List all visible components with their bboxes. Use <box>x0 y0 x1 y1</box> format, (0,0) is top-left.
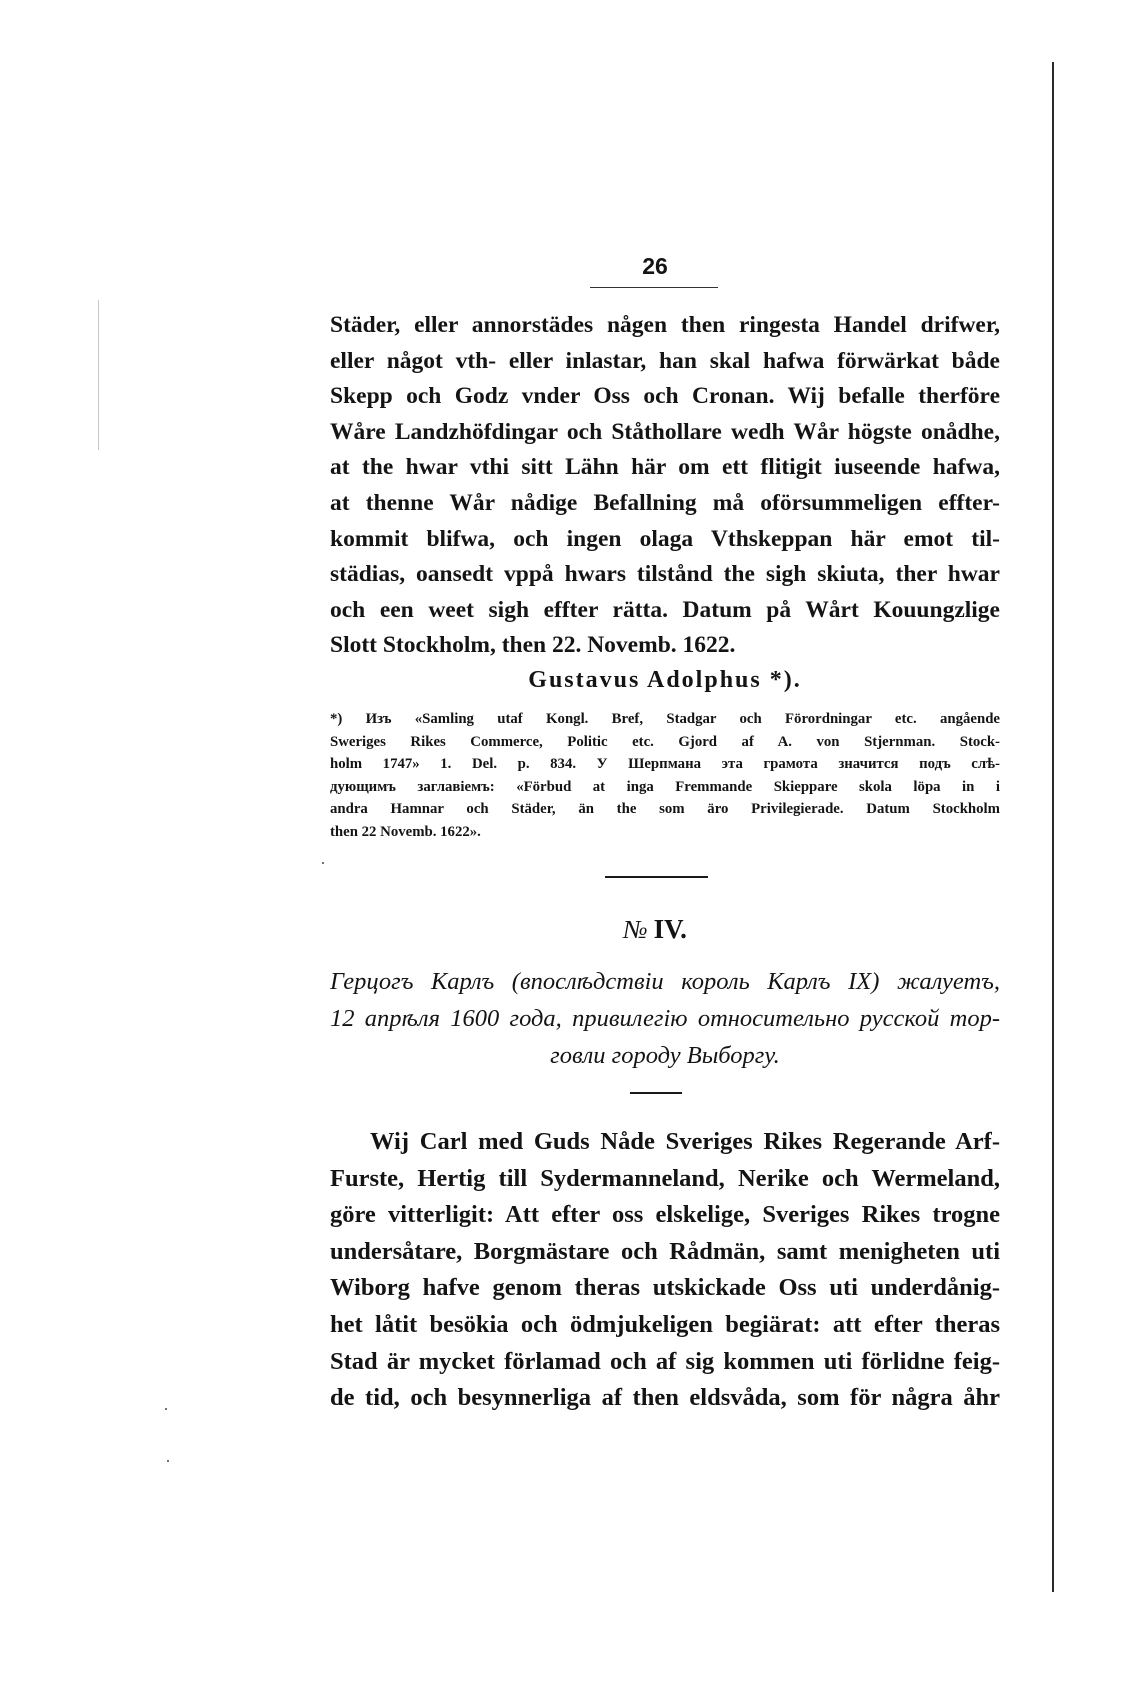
section-divider <box>605 876 708 878</box>
footnote <box>330 708 1000 844</box>
main-text-line: Skepp och Godz vnder Oss och Cronan. Wij befalle therföre <box>330 383 1000 410</box>
page-number-underline <box>590 287 718 288</box>
charter-text-line: de tid, och besynnerliga af then eldsvåda, som för några åhr <box>330 1384 1000 1412</box>
scan-speck <box>322 862 324 864</box>
charter-text-line: het låtit besökia och ödmjukeligen begiärat: att efter theras <box>330 1310 1000 1338</box>
main-text-line: at thenne Wår nådige Befallning må oförsummeligen effter- <box>330 489 1000 516</box>
main-text-line: och een weet sigh effter rätta. Datum på Wårt Kouungzlige <box>330 596 1000 623</box>
scan-speck <box>167 1460 169 1462</box>
document-heading <box>330 963 1000 1074</box>
main-text-line: Wåre Landzhöfdingar och Ståthollare wedh Wår högste onådhe, <box>330 418 1000 445</box>
main-text-paragraph <box>330 308 1000 664</box>
signature: Gustavus Adolphus *). <box>528 667 802 693</box>
heading-line: говли городу Выборгу. <box>550 1042 780 1069</box>
footnote-line: *) Изъ «Samling utaf Kongl. Bref, Stadgar och Förordningar etc. angående <box>330 711 1000 727</box>
main-text-line: Städer, eller annorstädes någen then ringesta Handel drifwer, <box>330 312 1000 338</box>
footnote-line: andra Hamnar och Städer, än the som äro Privilegierade. Datum Stockholm <box>330 801 1000 818</box>
scan-speck <box>165 1408 167 1410</box>
main-text-line: städias, oansedt vppå hwars tilstånd the sigh skiuta, ther hwar <box>330 561 1000 588</box>
scan-edge-line <box>1052 62 1054 1592</box>
charter-text-paragraph <box>330 1124 1000 1417</box>
heading-line: 12 апрѣля 1600 года, привилегію относительно русской тор- <box>330 1005 1000 1032</box>
scan-bleed-line <box>98 300 99 450</box>
heading-line: Герцогъ Карлъ (впослѣдствіи король Карлъ IX) жалуетъ, <box>330 968 1000 995</box>
charter-text-line: göre vitterligit: Att efter oss elskelige, Sveriges Rikes trogne <box>330 1201 1000 1229</box>
page-number: 26 <box>642 253 668 279</box>
heading-divider <box>630 1092 682 1094</box>
number-sign: № <box>623 915 648 944</box>
document-number <box>580 912 730 947</box>
footnote-line: then 22 Novemb. 1622». <box>330 823 481 840</box>
charter-text-line: Wij Carl med Guds Nåde Sveriges Rikes Regerande Arf- <box>370 1128 1000 1155</box>
main-text-line: at the hwar vthi sitt Lähn här om ett flitigit iuseende hafwa, <box>330 454 1000 481</box>
charter-text-line: Wiborg hafve genom theras utskickade Oss uti underdånig- <box>330 1274 1000 1302</box>
main-text-line: kommit blifwa, och ingen olaga Vthskeppan här emot til- <box>330 525 1000 552</box>
charter-text-line: Stad är mycket förlamad och af sig kommen uti förlidne feig- <box>330 1347 1000 1375</box>
footnote-line: Sweriges Rikes Commerce, Politic etc. Gjord af A. von Stjernman. Stock- <box>330 733 1000 750</box>
charter-text-line: Furste, Hertig till Sydermanneland, Nerike och Wermeland, <box>330 1164 1000 1192</box>
footnote-line: дующимъ заглавіемъ: «Förbud at inga Fremmande Skieppare skola löpa in i <box>330 778 1000 795</box>
main-text-line: eller något vth- eller inlastar, han skal hafwa förwärkat både <box>330 347 1000 374</box>
document-numeral: IV. <box>653 914 687 944</box>
charter-text-line: undersåtare, Borgmästare och Rådmän, samt menigheten uti <box>330 1237 1000 1265</box>
footnote-line: holm 1747» 1. Del. p. 834. У Шерпмана эта грамота значится подъ слѣ- <box>330 756 1000 773</box>
main-text-line: Slott Stockholm, then 22. Novemb. 1622. <box>330 632 736 659</box>
